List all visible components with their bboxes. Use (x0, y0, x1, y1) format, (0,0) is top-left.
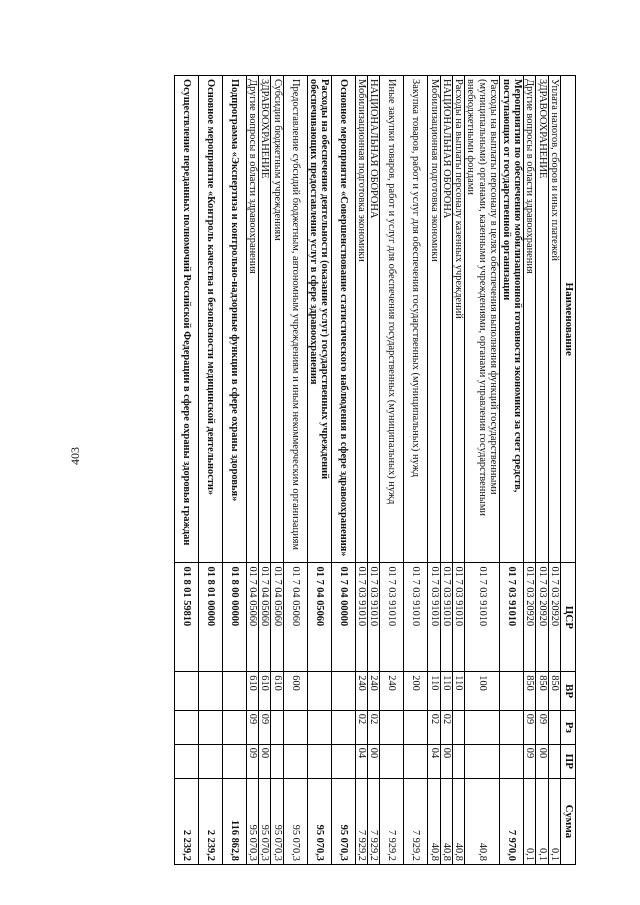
table-row (355, 76, 367, 865)
table-row (428, 76, 440, 865)
cell-pr (271, 744, 283, 778)
table-row (283, 76, 307, 865)
cell-sum: 40,8 (428, 778, 440, 864)
cell-vr: 600 (283, 672, 307, 711)
table-row (548, 76, 560, 865)
cell-sum: 40,8 (452, 778, 464, 864)
cell-sum: 95 070,3 (331, 778, 355, 864)
table-row (536, 76, 548, 865)
cell-pr (404, 744, 428, 778)
cell-pr (222, 744, 246, 778)
cell-pr: 09 (524, 744, 536, 778)
cell-name: Подпрограмма «Экспертиза и контрольно-надзорные функции в сфере охраны здоровья» (222, 76, 246, 563)
table-row (500, 76, 524, 865)
cell-sum: 40,8 (440, 778, 452, 864)
table-row (331, 76, 355, 865)
cell-csr: 01 7 03 20920 (524, 563, 536, 672)
cell-rz (198, 710, 222, 744)
cell-csr: 01 7 04 05060 (271, 563, 283, 672)
table-row (222, 76, 246, 865)
cell-pr (174, 744, 198, 778)
table-row (380, 76, 404, 865)
cell-pr: 00 (536, 744, 548, 778)
cell-rz (331, 710, 355, 744)
table-row (174, 76, 198, 865)
cell-name: Мобилизационная подготовка экономики (355, 76, 367, 563)
cell-pr (548, 744, 560, 778)
cell-name: ЗДРАВООХРАНЕНИЕ (536, 76, 548, 563)
cell-csr: 01 7 04 00000 (331, 563, 355, 672)
cell-name: НАЦИОНАЛЬНАЯ ОБОРОНА (367, 76, 379, 563)
cell-sum: 2 239,2 (174, 778, 198, 864)
cell-vr: 110 (452, 672, 464, 711)
budget-table (174, 75, 576, 865)
header-pr: ПР (561, 744, 576, 778)
cell-csr: 01 7 03 91010 (428, 563, 440, 672)
cell-sum: 7 929,2 (367, 778, 379, 864)
cell-pr (307, 744, 331, 778)
cell-sum: 7 929,2 (355, 778, 367, 864)
cell-csr: 01 7 03 91010 (440, 563, 452, 672)
cell-pr: 00 (259, 744, 271, 778)
cell-rz (465, 710, 500, 744)
cell-vr: 240 (367, 672, 379, 711)
cell-name: Другие вопросы в области здравоохранения (524, 76, 536, 563)
cell-csr: 01 7 04 05060 (246, 563, 258, 672)
cell-csr: 01 7 04 05060 (259, 563, 271, 672)
table-row (452, 76, 464, 865)
cell-csr: 01 7 03 20920 (548, 563, 560, 672)
table-header-row (561, 76, 576, 865)
cell-rz: 09 (259, 710, 271, 744)
cell-vr (198, 672, 222, 711)
cell-csr: 01 7 03 91010 (452, 563, 464, 672)
table-row (259, 76, 271, 865)
cell-vr: 850 (548, 672, 560, 711)
cell-sum: 0,1 (536, 778, 548, 864)
cell-rz (283, 710, 307, 744)
cell-pr: 04 (355, 744, 367, 778)
cell-sum: 7 929,2 (404, 778, 428, 864)
cell-vr (331, 672, 355, 711)
cell-sum: 40,8 (465, 778, 500, 864)
cell-rz: 02 (440, 710, 452, 744)
cell-rz (548, 710, 560, 744)
cell-sum: 95 070,3 (283, 778, 307, 864)
cell-vr (500, 672, 524, 711)
cell-pr (380, 744, 404, 778)
cell-sum: 7 970,0 (500, 778, 524, 864)
cell-name: Расходы на обеспечение деятельности (оказание услуг) государственных учреждений обеспечивающих предоставление услуг в сфере здравоохранения (307, 76, 331, 563)
cell-name: Расходы на выплаты персоналу в целях обеспечения выполнения функций государственными (муниципальными) органами, казенными учреждениями, органами управления государственными внебюджетными фондами (465, 76, 500, 563)
table-row (524, 76, 536, 865)
cell-rz: 02 (367, 710, 379, 744)
table-row (246, 76, 258, 865)
cell-sum: 0,1 (524, 778, 536, 864)
cell-csr: 01 8 01 00000 (198, 563, 222, 672)
cell-sum: 95 070,3 (259, 778, 271, 864)
cell-csr: 01 8 01 59810 (174, 563, 198, 672)
cell-pr: 04 (428, 744, 440, 778)
cell-csr: 01 7 03 91010 (404, 563, 428, 672)
table-row (440, 76, 452, 865)
cell-pr (500, 744, 524, 778)
cell-name: Закупка товаров, работ и услуг для обеспечения государственных (муниципальных) нужд (404, 76, 428, 563)
cell-vr (174, 672, 198, 711)
cell-vr: 110 (440, 672, 452, 711)
table-row (404, 76, 428, 865)
cell-rz (380, 710, 404, 744)
cell-vr: 850 (524, 672, 536, 711)
cell-vr: 240 (355, 672, 367, 711)
cell-rz (222, 710, 246, 744)
header-rz: Рз (561, 710, 576, 744)
cell-name: Основное мероприятие «Контроль качества и безопасности медицинской деятельности» (198, 76, 222, 563)
cell-csr: 01 7 03 91010 (465, 563, 500, 672)
cell-sum: 95 070,3 (246, 778, 258, 864)
cell-rz: 09 (536, 710, 548, 744)
page-number: 403 (68, 447, 82, 465)
cell-name: ЗДРАВООХРАНЕНИЕ (259, 76, 271, 563)
cell-pr: 00 (367, 744, 379, 778)
cell-sum: 7 929,2 (380, 778, 404, 864)
cell-sum: 116 862,8 (222, 778, 246, 864)
header-csr: ЦСР (561, 563, 576, 672)
cell-csr: 01 7 03 91010 (500, 563, 524, 672)
cell-csr: 01 7 04 05060 (307, 563, 331, 672)
cell-sum: 0,1 (548, 778, 560, 864)
cell-name: НАЦИОНАЛЬНАЯ ОБОРОНА (440, 76, 452, 563)
cell-csr: 01 8 00 00000 (222, 563, 246, 672)
cell-vr (222, 672, 246, 711)
cell-pr: 09 (246, 744, 258, 778)
cell-rz: 09 (246, 710, 258, 744)
cell-csr: 01 7 03 91010 (367, 563, 379, 672)
cell-name: Уплата налогов, сборов и иных платежей (548, 76, 560, 563)
cell-rz (452, 710, 464, 744)
table-row (465, 76, 500, 865)
cell-vr: 200 (404, 672, 428, 711)
cell-sum: 95 070,3 (307, 778, 331, 864)
cell-name: Мобилизационная подготовка экономики (428, 76, 440, 563)
cell-vr: 610 (246, 672, 258, 711)
cell-rz (307, 710, 331, 744)
cell-name: Мероприятия по обеспечению мобилизационной готовности экономики за счет средств, поступающих от государственной организации (500, 76, 524, 563)
cell-vr: 240 (380, 672, 404, 711)
cell-name: Расходы на выплаты персоналу казенных учреждений (452, 76, 464, 563)
cell-pr (331, 744, 355, 778)
cell-pr: 00 (440, 744, 452, 778)
table-body (174, 76, 560, 865)
cell-pr (283, 744, 307, 778)
cell-rz: 02 (355, 710, 367, 744)
cell-rz (404, 710, 428, 744)
cell-csr: 01 7 03 91010 (380, 563, 404, 672)
cell-rz: 02 (428, 710, 440, 744)
cell-csr: 01 7 03 91010 (355, 563, 367, 672)
header-vr: ВР (561, 672, 576, 711)
table-row (367, 76, 379, 865)
cell-rz: 09 (524, 710, 536, 744)
cell-vr: 610 (271, 672, 283, 711)
rotated-table-container (76, 75, 576, 865)
table-row (307, 76, 331, 865)
cell-vr: 850 (536, 672, 548, 711)
cell-pr (452, 744, 464, 778)
cell-name: Основное мероприятие «Совершенствование статистического наблюдения в сфере здравоохранения» (331, 76, 355, 563)
cell-rz (174, 710, 198, 744)
cell-pr (465, 744, 500, 778)
table-row (198, 76, 222, 865)
cell-name: Предоставление субсидий бюджетным, автономным учреждениям и иным некоммерческим организациям (283, 76, 307, 563)
cell-vr: 610 (259, 672, 271, 711)
cell-sum: 95 070,3 (271, 778, 283, 864)
cell-vr (307, 672, 331, 711)
header-sum: Сумма (561, 778, 576, 864)
cell-sum: 2 239,2 (198, 778, 222, 864)
table-row (271, 76, 283, 865)
cell-name: Субсидии бюджетным учреждениям (271, 76, 283, 563)
cell-vr: 100 (465, 672, 500, 711)
cell-rz (500, 710, 524, 744)
cell-csr: 01 7 03 20920 (536, 563, 548, 672)
cell-name: Другие вопросы в области здравоохранения (246, 76, 258, 563)
cell-name: Иные закупки товаров, работ и услуг для обеспечения государственных (муниципальных) нужд (380, 76, 404, 563)
cell-rz (271, 710, 283, 744)
cell-vr: 110 (428, 672, 440, 711)
header-name: Наименование (561, 76, 576, 563)
cell-name: Осуществление переданных полномочий Российской Федерации в сфере охраны здоровья граждан (174, 76, 198, 563)
cell-csr: 01 7 04 05060 (283, 563, 307, 672)
cell-pr (198, 744, 222, 778)
